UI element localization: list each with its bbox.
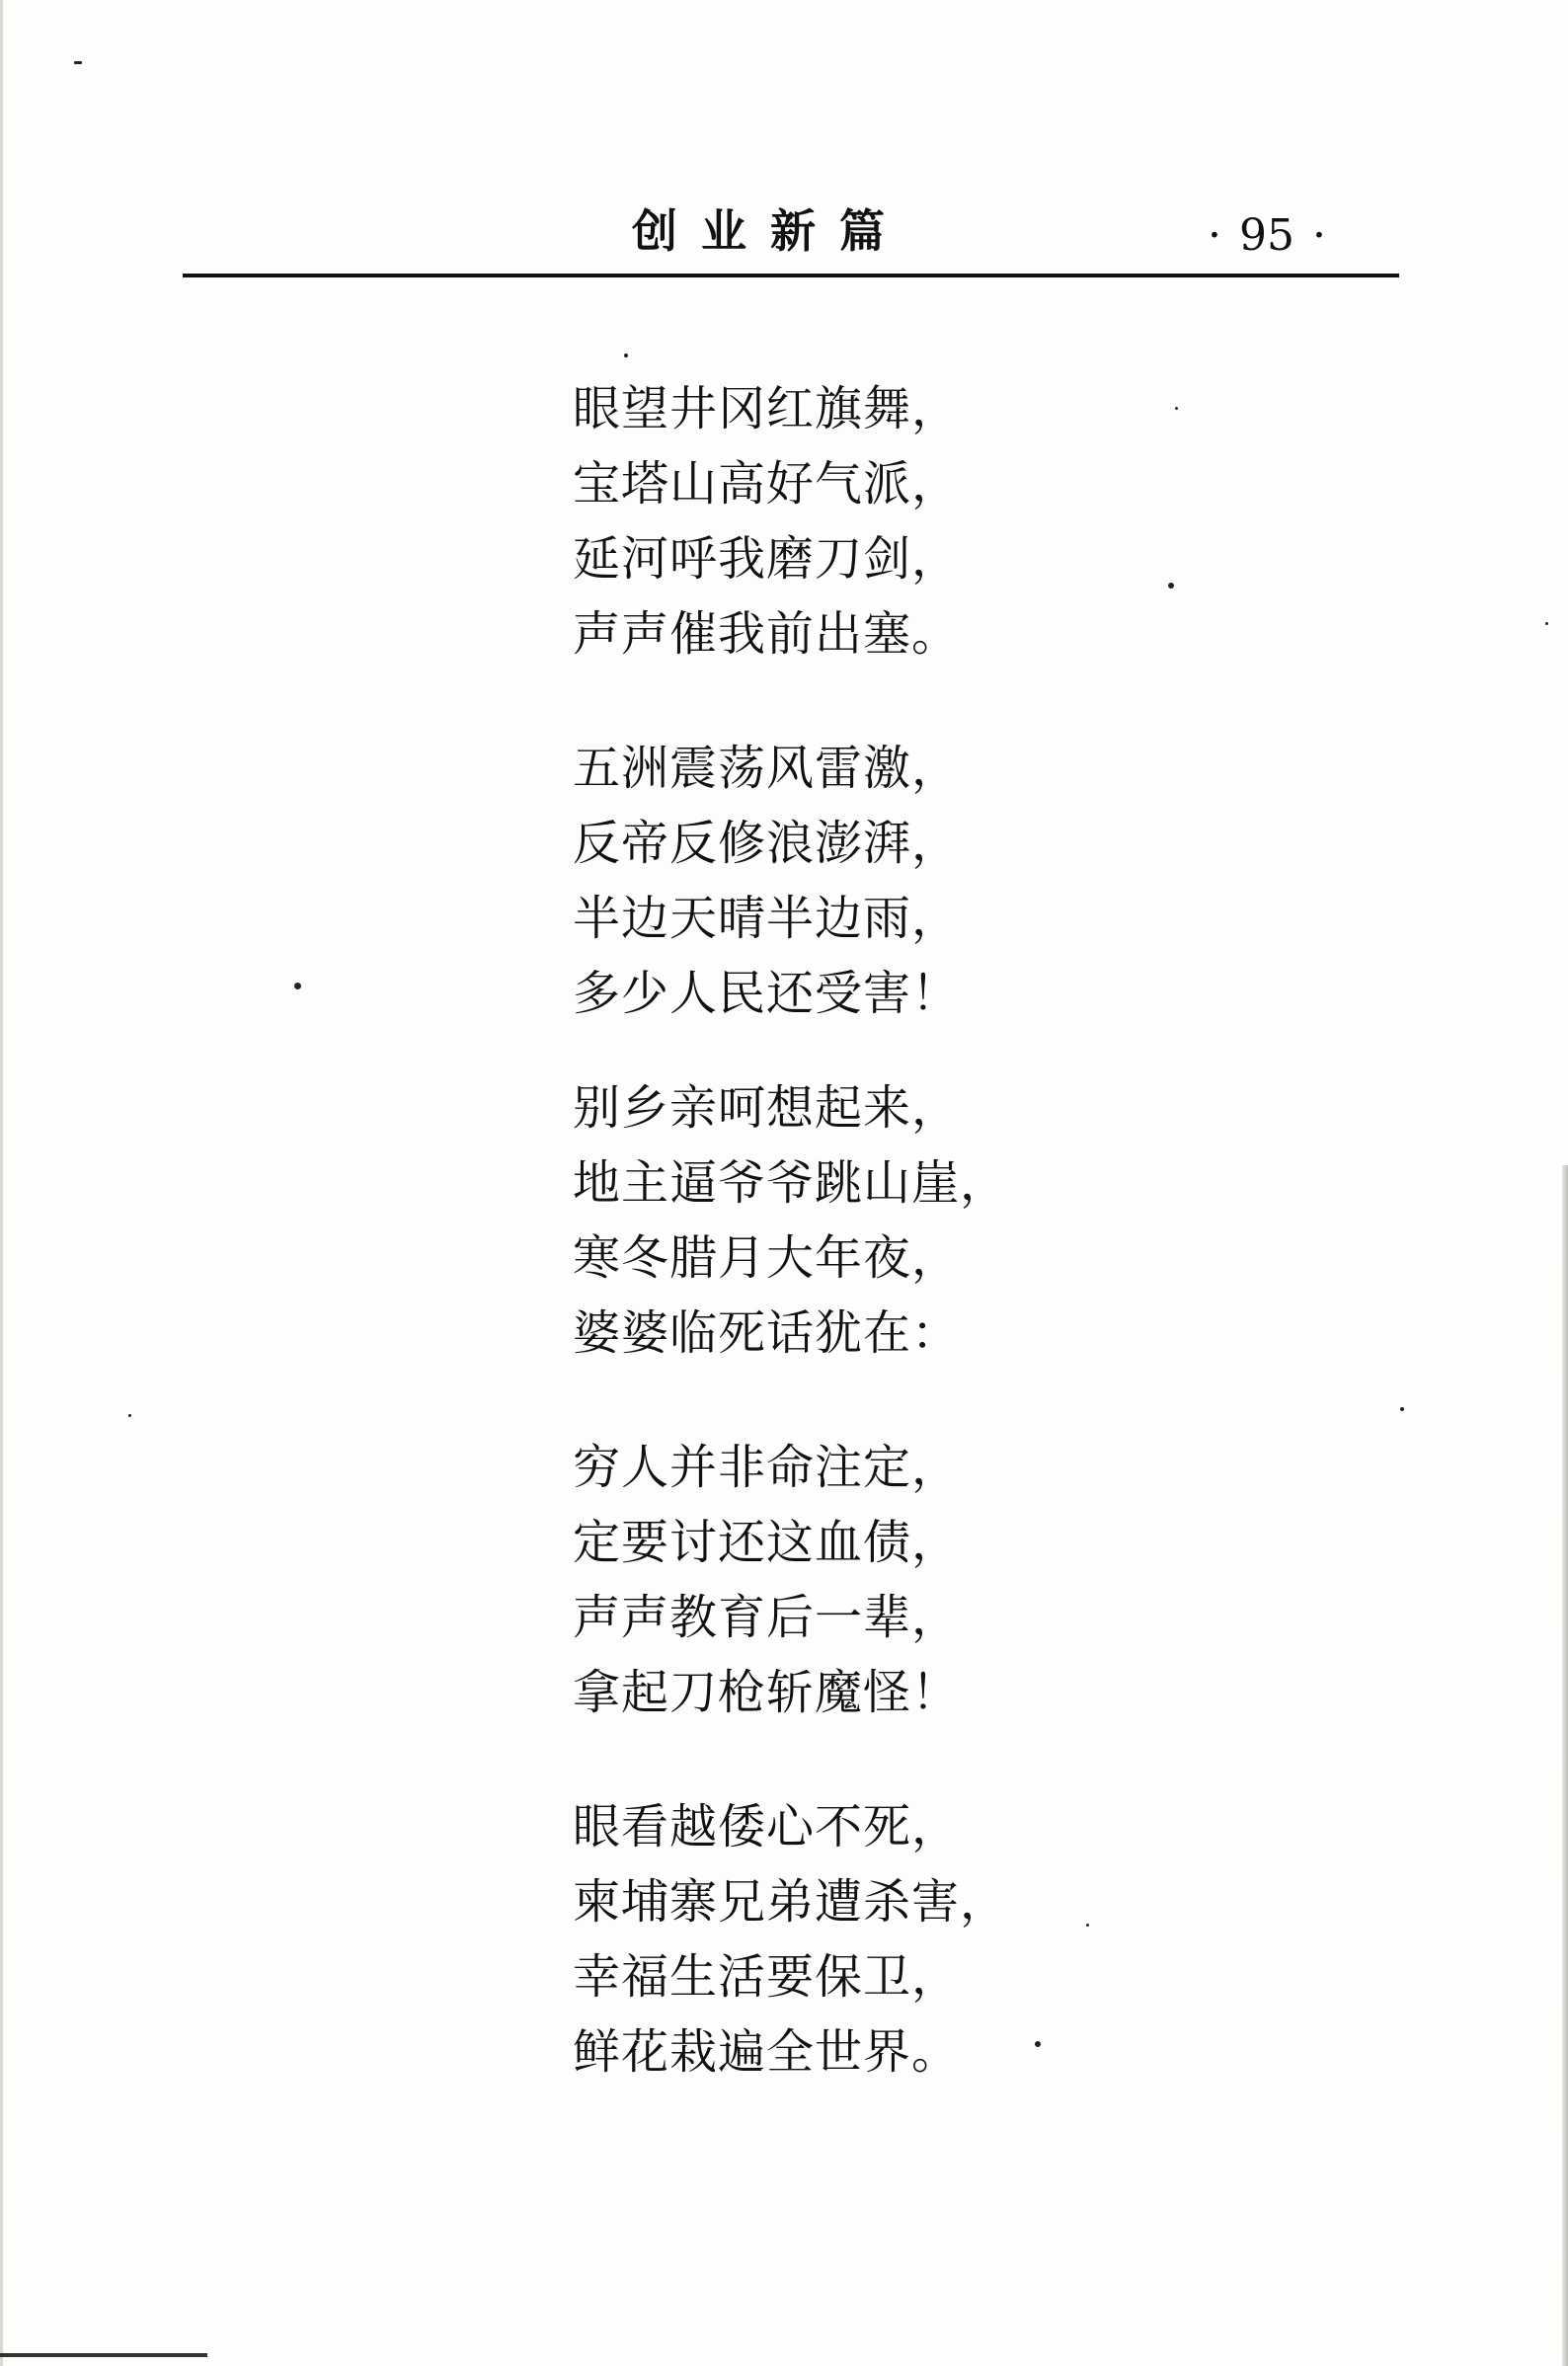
poem-line: 眼看越倭心不死， bbox=[573, 1799, 961, 1854]
scan-speck bbox=[128, 1414, 131, 1417]
stanza bbox=[573, 1430, 1008, 1730]
poem-line: 延河呼我磨刀剑， bbox=[573, 531, 961, 587]
scan-speck bbox=[1175, 407, 1178, 410]
scan-edge-bottom bbox=[0, 2353, 207, 2357]
scan-speck bbox=[1168, 583, 1174, 589]
stanza bbox=[573, 731, 1008, 1031]
scan-speck bbox=[1400, 1407, 1404, 1411]
stanza bbox=[573, 1789, 1008, 2090]
running-title: 创业新篇 bbox=[632, 204, 908, 258]
poem-line: 寒冬腊月大年夜， bbox=[573, 1230, 961, 1286]
poem-line: 眼望井冈红旗舞， bbox=[573, 381, 961, 436]
poem-line: 穷人并非命注定， bbox=[573, 1440, 961, 1495]
header-rule bbox=[183, 274, 1399, 277]
poem-line: 半边天晴半边雨， bbox=[573, 891, 961, 946]
poem-line: 幸福生活要保卫， bbox=[573, 1949, 961, 2005]
scan-speck bbox=[74, 61, 82, 64]
scan-speck bbox=[294, 983, 301, 989]
scan-speck bbox=[1545, 622, 1548, 625]
poem-line: 柬埔寨兄弟遭杀害， bbox=[573, 1874, 1009, 1930]
stanza bbox=[573, 371, 1008, 671]
scan-edge-left bbox=[0, 0, 3, 2366]
page-number-block bbox=[1190, 210, 1344, 261]
poem-line: 地主逼爷爷跳山崖， bbox=[573, 1155, 1009, 1211]
poem-line: 别乡亲呵想起来， bbox=[573, 1080, 961, 1136]
scan-speck bbox=[1086, 1924, 1089, 1927]
poem-line: 宝塔山高好气派， bbox=[573, 456, 961, 512]
poem-line: 反帝反修浪澎湃， bbox=[573, 816, 961, 871]
poem-line: 婆婆临死话犹在： bbox=[573, 1305, 961, 1361]
page-number: 95 bbox=[1239, 210, 1294, 261]
poem-line: 五洲震荡风雷激， bbox=[573, 741, 961, 796]
poem-line: 定要讨还这血债， bbox=[573, 1515, 961, 1570]
poem-line: 多少人民还受害！ bbox=[573, 966, 961, 1021]
scan-speck bbox=[1035, 2041, 1041, 2047]
scan-speck bbox=[624, 354, 628, 357]
poem-line: 声声催我前出塞。 bbox=[573, 606, 961, 662]
stanza bbox=[573, 1070, 1008, 1371]
poem-line: 鲜花栽遍全世界。 bbox=[573, 2024, 961, 2080]
poem-line: 拿起刀枪斩魔怪！ bbox=[573, 1665, 961, 1720]
poem bbox=[573, 371, 1008, 2149]
poem-line: 声声教育后一辈， bbox=[573, 1590, 961, 1645]
page-number-dot-right: · bbox=[1312, 210, 1326, 261]
scan-edge-right bbox=[1562, 1165, 1568, 2366]
page-number-dot-left: · bbox=[1208, 210, 1221, 261]
